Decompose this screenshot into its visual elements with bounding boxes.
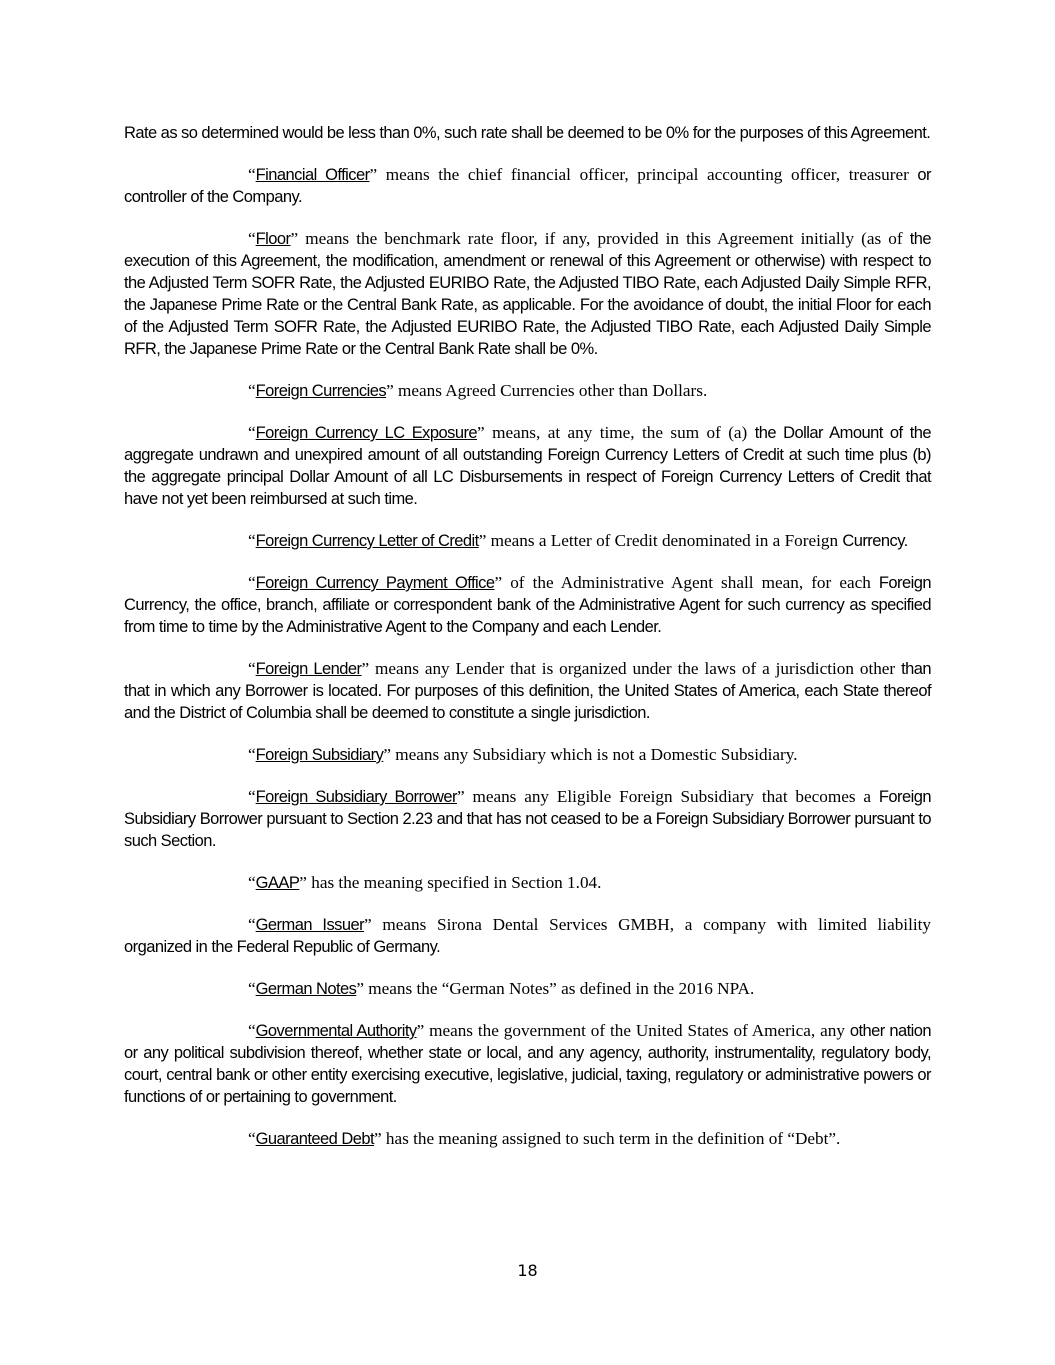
definition-text: or controller of the Company.	[124, 166, 931, 206]
definition-text: “	[248, 573, 256, 592]
definition-text: Foreign Subsidiary Borrower pursuant to Section 2.23 and that has not ceased to be a Foreign Subsidiary Borrower pursuant to such Section.	[124, 788, 931, 850]
definition-paragraph	[124, 786, 931, 852]
definition-text: the execution of this Agreement, the modification, amendment or renewal of this Agreement or otherwise) with respect to the Adjusted Term SOFR Rate, the Adjusted EURIBO Rate, the Adjusted TIBO Rate, each Adjusted Daily Simple RFR, the Japanese Prime Rate or the Central Bank Rate, as applicable. For the avoidance of doubt, the initial Floor for each of the Adjusted Term SOFR Rate, the Adjusted EURIBO Rate, the Adjusted TIBO Rate, each Adjusted Daily Simple RFR, the Japanese Prime Rate or the Central Bank Rate shall be 0%.	[124, 230, 931, 358]
definition-text: “	[248, 787, 256, 806]
defined-term: Foreign Subsidiary Borrower	[255, 788, 457, 806]
definition-text: Rate as so determined would be less than 0%, such rate shall be deemed to be 0% for the purposes of this Agreement.	[124, 124, 931, 142]
definition-text: ” means, at any time, the sum of (a)	[477, 423, 755, 442]
definition-paragraph	[124, 914, 931, 958]
definition-text: ” means the benchmark rate floor, if any, provided in this Agreement initially (as of	[290, 229, 910, 248]
defined-term: Financial Officer	[255, 166, 370, 184]
definition-text: ” of the Administrative Agent shall mean, for each	[494, 573, 879, 592]
defined-term: German Issuer	[255, 916, 365, 934]
definition-text: “	[248, 1129, 256, 1148]
definition-paragraph	[124, 1128, 931, 1150]
definition-paragraph	[124, 872, 931, 894]
definition-text: “	[248, 873, 256, 892]
definition-text: ” means any Subsidiary which is not a Domestic Subsidiary.	[383, 745, 798, 764]
defined-term: Guaranteed Debt	[255, 1130, 374, 1148]
definition-text: ” means Sirona Dental Services GMBH, a company with limited liability	[364, 915, 931, 934]
definition-paragraph	[124, 530, 931, 552]
definition-text: than that in which any Borrower is located. For purposes of this definition, the United States of America, each State thereof and the District of Columbia shall be deemed to constitute a single jurisdiction.	[124, 660, 931, 722]
definition-text: ” has the meaning assigned to such term in the definition of “Debt”.	[373, 1129, 841, 1148]
definition-text: “	[248, 915, 256, 934]
defined-term: Floor	[255, 230, 291, 248]
defined-term: Foreign Subsidiary	[255, 746, 384, 764]
definition-text: ” means any Lender that is organized under the laws of a jurisdiction other	[361, 659, 902, 678]
defined-term: Foreign Currency Letter of Credit	[255, 532, 479, 550]
definition-text: ” means the “German Notes” as defined in the 2016 NPA.	[356, 979, 755, 998]
definition-paragraph	[124, 228, 931, 360]
defined-term: Foreign Currencies	[255, 382, 387, 400]
definition-text: Foreign Currency, the office, branch, affiliate or correspondent bank of the Administrative Agent for such currency as specified from time to time by the Administrative Agent to the Company and each Lender.	[124, 574, 931, 636]
definition-text: organized in the Federal Republic of Germany.	[124, 938, 441, 956]
definition-text: ” means any Eligible Foreign Subsidiary that becomes a	[456, 787, 879, 806]
definition-text: “	[248, 979, 256, 998]
definition-text: ” has the meaning specified in Section 1.04.	[299, 873, 602, 892]
definition-text: the Dollar Amount of the aggregate undrawn and unexpired amount of all outstanding Foreign Currency Letters of Credit at such time plus (b) the aggregate principal Dollar Amount of all LC Disbursements in respect of Foreign Currency Letters of Credit that have not yet been reimbursed at such time.	[124, 424, 931, 508]
definition-paragraph	[124, 978, 931, 1000]
definition-paragraph	[124, 164, 931, 208]
defined-term: Foreign Lender	[255, 660, 362, 678]
definition-paragraph	[124, 658, 931, 724]
definition-text: ” means the chief financial officer, principal accounting officer, treasurer	[369, 165, 918, 184]
definition-text: “	[248, 229, 256, 248]
definition-text: “	[248, 531, 256, 550]
defined-term: German Notes	[255, 980, 357, 998]
defined-term: Governmental Authority	[255, 1022, 417, 1040]
definition-text: “	[248, 165, 256, 184]
definition-paragraph	[124, 744, 931, 766]
defined-term: Foreign Currency LC Exposure	[255, 424, 478, 442]
definition-text: “	[248, 659, 256, 678]
definition-text: other nation or any political subdivision thereof, whether state or local, and any agency, authority, instrumentality, regulatory body, court, central bank or other entity exercising executive, legislative, judicial, taxing, regulatory or administrative powers or functions of or pertaining to government.	[124, 1022, 931, 1106]
definition-text: Currency.	[842, 532, 908, 550]
definition-text: “	[248, 1021, 256, 1040]
definition-text: ” means Agreed Currencies other than Dollars.	[386, 381, 708, 400]
definition-paragraph	[124, 1020, 931, 1108]
definition-paragraph	[124, 572, 931, 638]
definition-text: “	[248, 745, 256, 764]
definition-text: ” means the government of the United States of America, any	[416, 1021, 850, 1040]
defined-term: Foreign Currency Payment Office	[255, 574, 495, 592]
definition-text: ” means a Letter of Credit denominated in a Foreign	[478, 531, 843, 550]
definition-paragraph	[124, 422, 931, 510]
defined-term: GAAP	[255, 874, 300, 892]
text-paragraph	[124, 122, 931, 144]
definition-text: “	[248, 381, 256, 400]
page-number: 18	[517, 1261, 538, 1280]
definition-text: “	[248, 423, 256, 442]
document-page	[124, 122, 931, 1170]
definition-paragraph	[124, 380, 931, 402]
